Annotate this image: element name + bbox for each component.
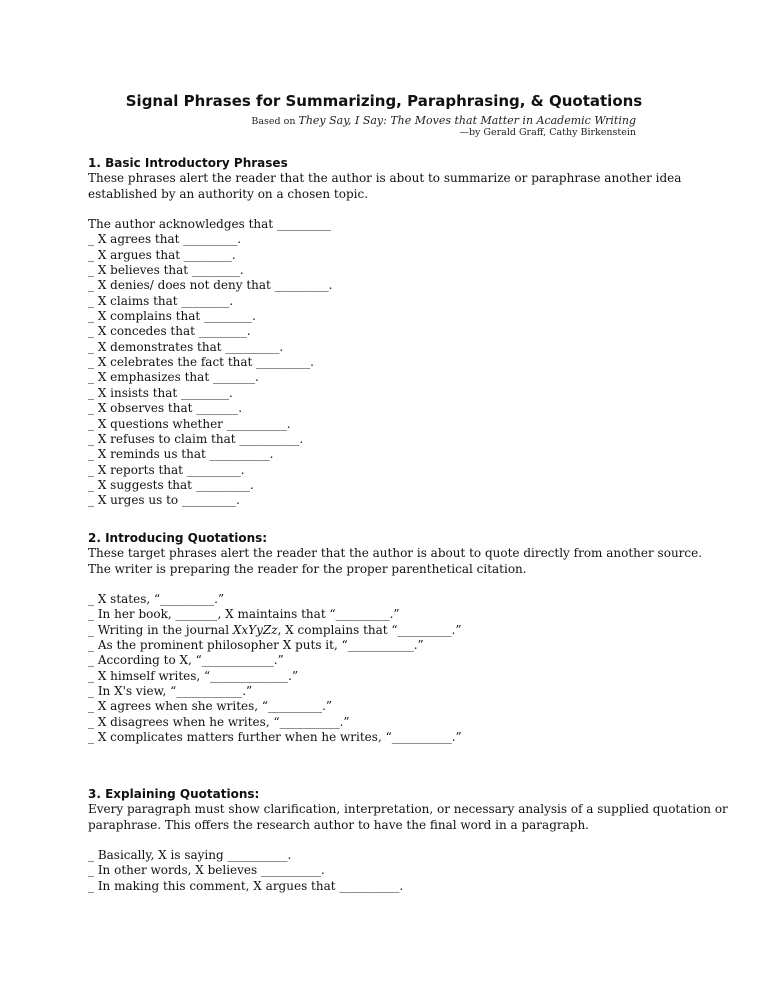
phrase-line: _ As the prominent philosopher X puts it, “___________.” (88, 638, 424, 653)
section-basic-introductory-phrases (88, 156, 688, 509)
section-introducing-quotations (88, 531, 703, 745)
phrase-line: _ X questions whether __________. (88, 416, 291, 431)
phrase-line: _ X reminds us that __________. (88, 447, 274, 462)
source-byline: —by Gerald Graff, Cathy Birkenstein (459, 127, 636, 138)
phrase-line: _ In her book, _______, X maintains that “_________.” (88, 607, 400, 622)
phrase-line: _ X demonstrates that _________. (88, 339, 284, 354)
phrase-line: _ X reports that _________. (88, 462, 245, 477)
journal-name: XxYyZz (232, 622, 278, 637)
phrase-line: _ X himself writes, “_____________.” (88, 668, 299, 683)
section-intro-line: These target phrases alert the reader that the author is about to quote directly from another source. (88, 546, 703, 561)
based-on-prefix: Based on (251, 116, 296, 127)
phrase-line: _ X urges us to _________. (88, 493, 240, 508)
phrase-line: _ X argues that ________. (88, 247, 236, 262)
source-work-title: They Say, I Say: The Moves that Matter in Academic Writing (298, 114, 636, 127)
phrase-line: The author acknowledges that _________ (88, 217, 331, 232)
phrase-line: _ X refuses to claim that __________. (88, 431, 304, 446)
paragraph-gap (88, 833, 688, 848)
section-heading: 2. Introducing Quotations: (88, 531, 268, 545)
phrase-line: _ X insists that ________. (88, 385, 233, 400)
phrase-line: _ X complicates matters further when he writes, “__________.” (88, 730, 462, 745)
phrase-line-journal (88, 623, 688, 638)
phrase-line: _ According to X, “____________.” (88, 653, 284, 668)
section-intro-line: paraphrase. This offers the research author to have the final word in a paragraph. (88, 817, 589, 832)
phrase-list (88, 217, 688, 509)
phrase-line: _ X celebrates the fact that _________. (88, 355, 314, 370)
phrase-line: _ X complains that ________. (88, 309, 256, 324)
phrase-line: _ In X's view, “___________.” (88, 684, 253, 699)
section-explaining-quotations (88, 787, 728, 894)
page-title: Signal Phrases for Summarizing, Paraphrasing, & Quotations (125, 92, 643, 110)
journal-line-end: , X complains that “_________.” (277, 622, 462, 637)
phrase-line: _ X concedes that ________. (88, 324, 251, 339)
section-intro-line: established by an authority on a chosen topic. (88, 186, 369, 201)
phrase-line: _ X agrees when she writes, “_________.” (88, 699, 333, 714)
section-intro-line: Every paragraph must show clarification, interpretation, or necessary analysis of a supplied quotation or (88, 802, 728, 817)
phrase-line: _ X suggests that _________. (88, 477, 254, 492)
phrase-line: _ X agrees that _________. (88, 232, 242, 247)
phrase-line: _ In making this comment, X argues that __________. (88, 878, 404, 893)
phrase-line: _ X emphasizes that _______. (88, 370, 259, 385)
section-intro-line: The writer is preparing the reader for the proper parenthetical citation. (88, 561, 527, 576)
source-attribution (251, 114, 636, 127)
journal-line-start: _ Writing in the journal (88, 622, 233, 637)
phrase-line: _ X disagrees when he writes, “__________.” (88, 714, 350, 729)
phrase-list (88, 592, 688, 745)
phrase-line: _ X observes that _______. (88, 401, 243, 416)
phrase-line: _ X believes that ________. (88, 263, 244, 278)
phrase-line: _ X claims that ________. (88, 293, 234, 308)
section-heading: 3. Explaining Quotations: (88, 787, 260, 801)
phrase-line: _ X states, “_________.” (88, 592, 225, 607)
phrase-list (88, 848, 688, 894)
phrase-line: _ X denies/ does not deny that _________. (88, 278, 333, 293)
section-intro-line: These phrases alert the reader that the author is about to summarize or paraphrase another idea (88, 171, 682, 186)
phrase-line: _ In other words, X believes __________. (88, 863, 325, 878)
section-heading: 1. Basic Introductory Phrases (88, 156, 288, 170)
phrase-line: _ Basically, X is saying __________. (88, 848, 292, 863)
paragraph-gap (88, 577, 688, 592)
paragraph-gap (88, 202, 688, 217)
